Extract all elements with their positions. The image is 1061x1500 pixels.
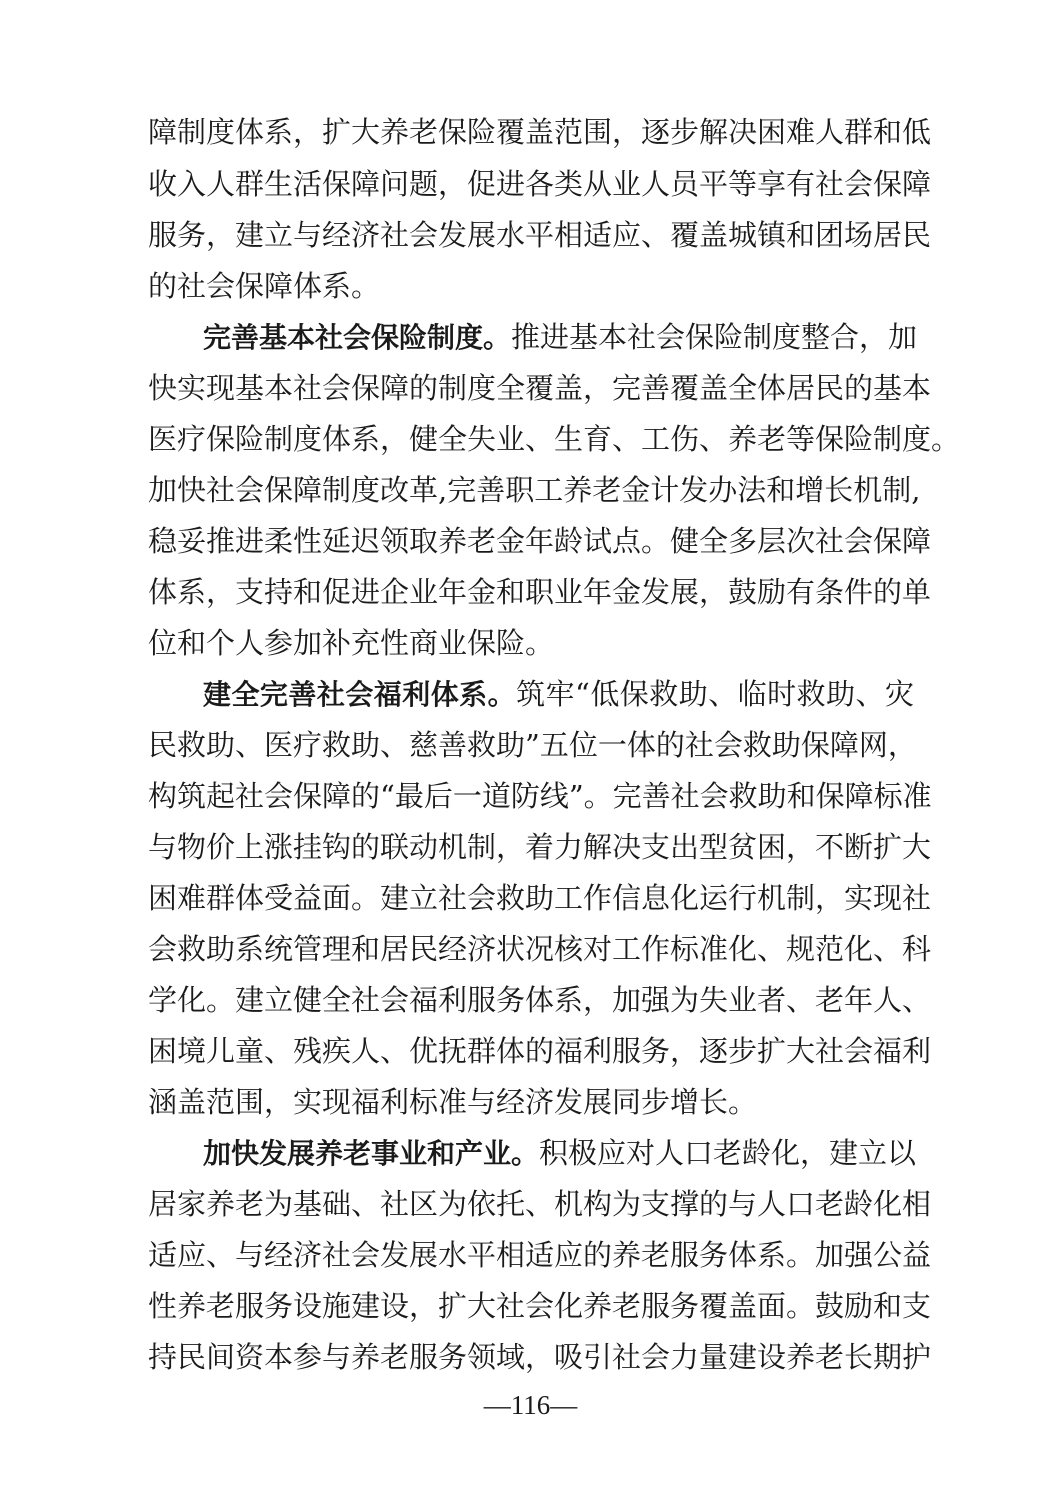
text-run: 推进基本社会保险制度整合，加 [511, 320, 918, 354]
text-line: 困境儿童、残疾人、优抚群体的福利服务，逐步扩大社会福利 [148, 1034, 932, 1068]
text-line: 体系，支持和促进企业年金和职业年金发展，鼓励有条件的单 [148, 575, 932, 609]
text-run: 筑牢“低保救助、临时救助、灾 [516, 677, 914, 711]
text-line: 居家养老为基础、社区为依托、机构为支撑的与人口老龄化相 [148, 1187, 932, 1221]
text-line: 适应、与经济社会发展水平相适应的养老服务体系。加强公益 [148, 1238, 932, 1272]
text-line: 学化。建立健全社会福利服务体系，加强为失业者、老年人、 [148, 983, 932, 1017]
text-line: 性养老服务设施建设，扩大社会化养老服务覆盖面。鼓励和支 [148, 1289, 932, 1323]
text-line: 服务，建立与经济社会发展水平相适应、覆盖城镇和团场居民 [148, 218, 932, 252]
text-line: 涵盖范围，实现福利标准与经济发展同步增长。 [148, 1085, 758, 1119]
paragraph-first-line [203, 1129, 917, 1177]
page-number: —116— [483, 1390, 578, 1420]
section-heading: 加快发展养老事业和产业。 [203, 1137, 540, 1170]
text-line: 医疗保险制度体系，健全失业、生育、工伤、养老等保险制度。 [148, 422, 961, 456]
text-line: 障制度体系，扩大养老保险覆盖范围，逐步解决困难人群和低 [148, 115, 932, 149]
text-line: 加快社会保障制度改革,完善职工养老金计发办法和增长机制, [148, 473, 921, 507]
text-line: 困难群体受益面。建立社会救助工作信息化运行机制，实现社 [148, 881, 932, 915]
section-heading: 完善基本社会保险制度。 [203, 321, 512, 354]
text-run: 积极应对人口老龄化，建立以 [539, 1136, 917, 1170]
text-line: 民救助、医疗救助、慈善救助”五位一体的社会救助保障网， [148, 728, 917, 762]
text-line: 收入人群生活保障问题，促进各类从业人员平等享有社会保障 [148, 167, 932, 201]
text-line: 位和个人参加补充性商业保险。 [148, 626, 555, 660]
text-line: 与物价上涨挂钩的联动机制，着力解决支出型贫困，不断扩大 [148, 830, 932, 864]
paragraph-first-line [203, 670, 914, 718]
paragraph-first-line [203, 313, 918, 361]
text-line: 持民间资本参与养老服务领域，吸引社会力量建设养老长期护 [148, 1340, 932, 1374]
text-line: 构筑起社会保障的“最后一道防线”。完善社会救助和保障标准 [148, 779, 932, 813]
text-line: 稳妥推进柔性延迟领取养老金年龄试点。健全多层次社会保障 [148, 524, 932, 558]
text-line: 的社会保障体系。 [148, 269, 381, 303]
text-line: 快实现基本社会保障的制度全覆盖，完善覆盖全体居民的基本 [148, 371, 932, 405]
text-line: 会救助系统管理和居民经济状况核对工作标准化、规范化、科 [148, 932, 932, 966]
section-heading: 建全完善社会福利体系。 [203, 678, 517, 711]
